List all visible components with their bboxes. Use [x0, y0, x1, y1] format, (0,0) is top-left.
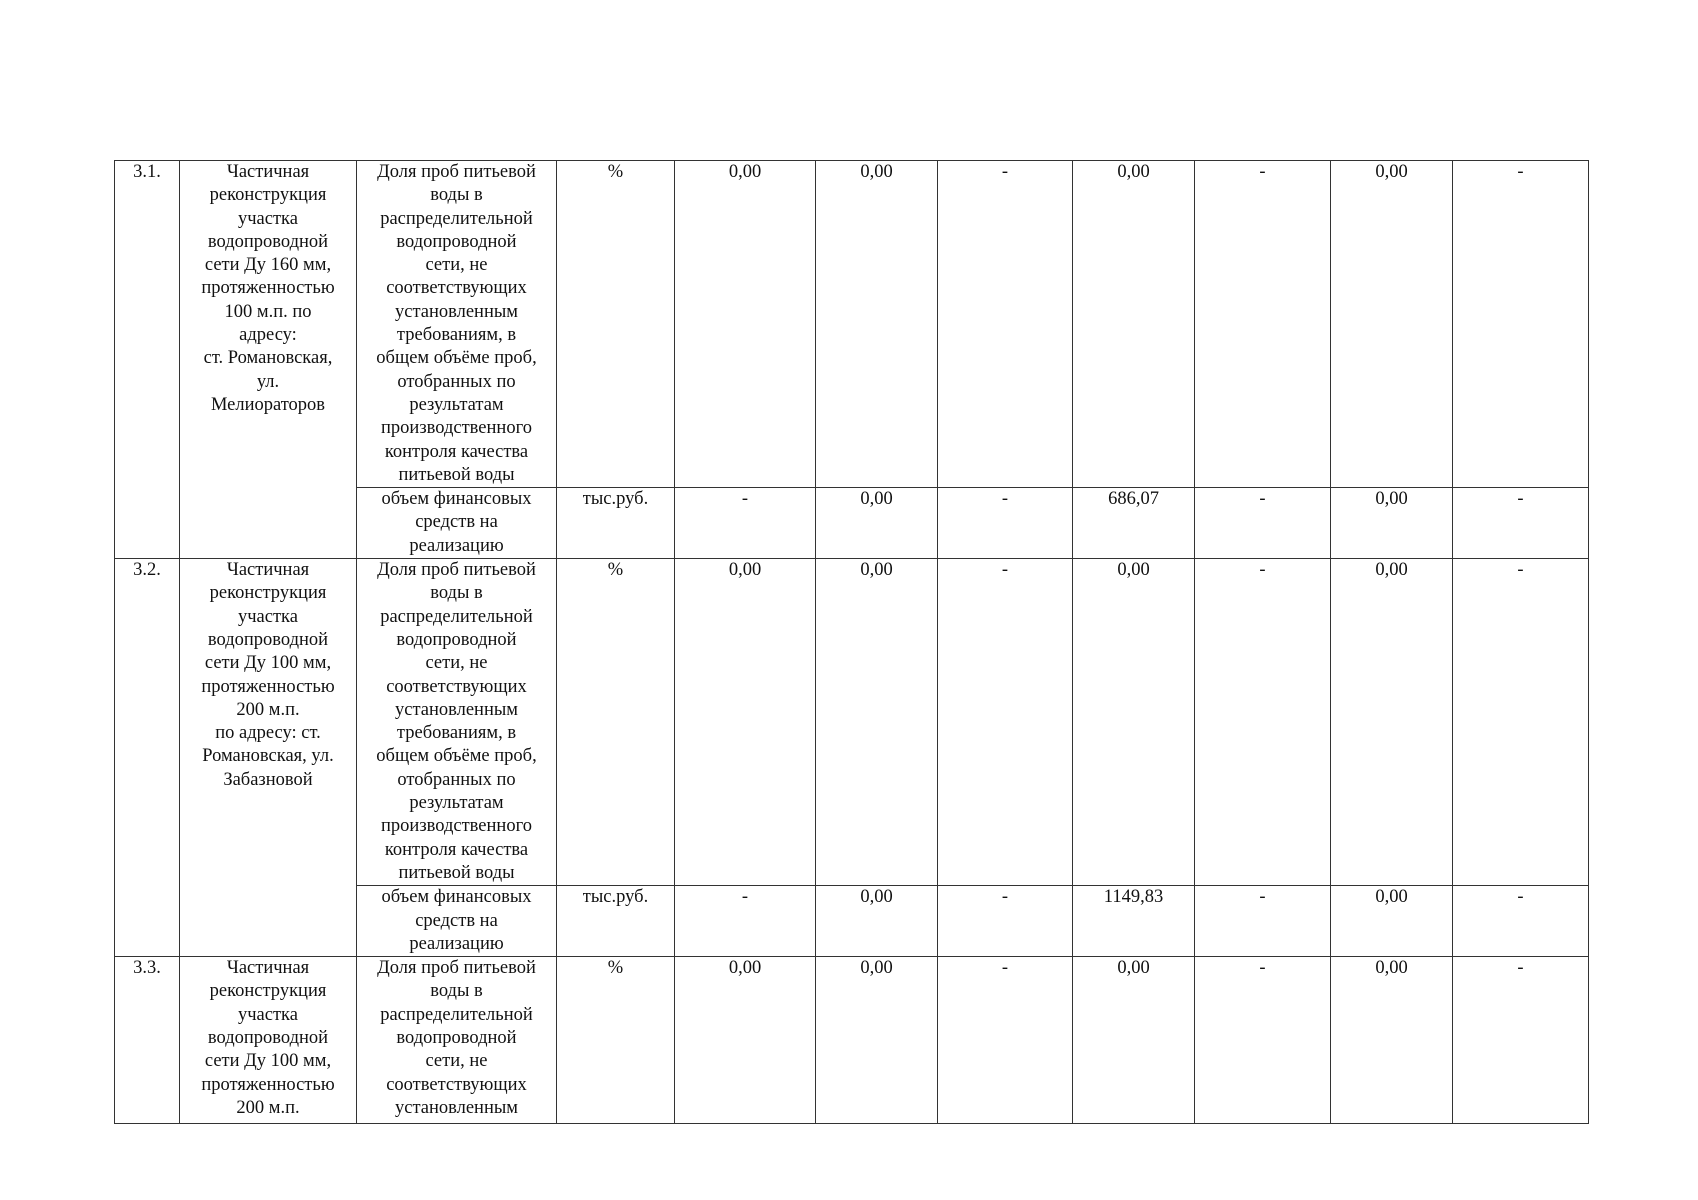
- value-cell: 1149,83: [1073, 886, 1195, 957]
- table-row: [115, 957, 1589, 1124]
- value-cell: 0,00: [675, 559, 816, 886]
- value-cell: 0,00: [1331, 886, 1453, 957]
- value-cell: 0,00: [816, 488, 938, 559]
- measure-name: Частичная реконструкция участка водопроводной сети Ду 100 мм, протяженностью 200 м.п. по адресу: ст. Романовская, ул. Забазновой: [180, 559, 357, 957]
- table-row: [115, 559, 1589, 886]
- unit-cell: %: [557, 161, 675, 488]
- row-number: 3.1.: [115, 161, 180, 559]
- indicator-label: Доля проб питьевой воды в распределительной водопроводной сети, не соответствующих установленным требованиям, в общем объёме проб, отобранных по результатам производственного контроля качества питьевой воды: [357, 559, 557, 886]
- indicators-table: [114, 160, 1589, 1124]
- value-cell: 0,00: [675, 957, 816, 1124]
- measure-name: Частичная реконструкция участка водопроводной сети Ду 160 мм, протяженностью 100 м.п. по адресу: ст. Романовская, ул. Мелиораторов: [180, 161, 357, 559]
- value-cell: 0,00: [1331, 488, 1453, 559]
- value-cell: -: [938, 488, 1073, 559]
- value-cell: -: [1453, 886, 1589, 957]
- value-cell: 0,00: [816, 886, 938, 957]
- value-cell: 0,00: [1331, 957, 1453, 1124]
- table-row: [115, 161, 1589, 488]
- value-cell: 0,00: [816, 161, 938, 488]
- value-cell: -: [938, 957, 1073, 1124]
- value-cell: -: [1195, 161, 1331, 488]
- value-cell: -: [1453, 559, 1589, 886]
- value-cell: -: [675, 886, 816, 957]
- measure-name: Частичная реконструкция участка водопроводной сети Ду 100 мм, протяженностью 200 м.п.: [180, 957, 357, 1124]
- row-number: 3.2.: [115, 559, 180, 957]
- value-cell: 0,00: [1073, 161, 1195, 488]
- value-cell: 0,00: [816, 559, 938, 886]
- value-cell: -: [1195, 957, 1331, 1124]
- row-number: 3.3.: [115, 957, 180, 1124]
- unit-cell: тыс.руб.: [557, 488, 675, 559]
- unit-cell: %: [557, 559, 675, 886]
- value-cell: -: [1453, 957, 1589, 1124]
- value-cell: 0,00: [1073, 957, 1195, 1124]
- value-cell: 0,00: [675, 161, 816, 488]
- value-cell: 0,00: [1331, 559, 1453, 886]
- value-cell: -: [1195, 488, 1331, 559]
- value-cell: -: [1195, 559, 1331, 886]
- indicator-label: Доля проб питьевой воды в распределительной водопроводной сети, не соответствующих установленным требованиям, в общем объёме проб, отобранных по результатам производственного контроля качества питьевой воды: [357, 161, 557, 488]
- value-cell: -: [938, 886, 1073, 957]
- indicator-label: объем финансовых средств на реализацию: [357, 488, 557, 559]
- indicator-label: объем финансовых средств на реализацию: [357, 886, 557, 957]
- value-cell: 0,00: [816, 957, 938, 1124]
- indicator-label: Доля проб питьевой воды в распределительной водопроводной сети, не соответствующих установленным: [357, 957, 557, 1124]
- value-cell: -: [938, 559, 1073, 886]
- value-cell: 686,07: [1073, 488, 1195, 559]
- value-cell: -: [1453, 161, 1589, 488]
- unit-cell: тыс.руб.: [557, 886, 675, 957]
- unit-cell: %: [557, 957, 675, 1124]
- value-cell: 0,00: [1331, 161, 1453, 488]
- value-cell: -: [1453, 488, 1589, 559]
- value-cell: -: [675, 488, 816, 559]
- value-cell: -: [1195, 886, 1331, 957]
- value-cell: -: [938, 161, 1073, 488]
- value-cell: 0,00: [1073, 559, 1195, 886]
